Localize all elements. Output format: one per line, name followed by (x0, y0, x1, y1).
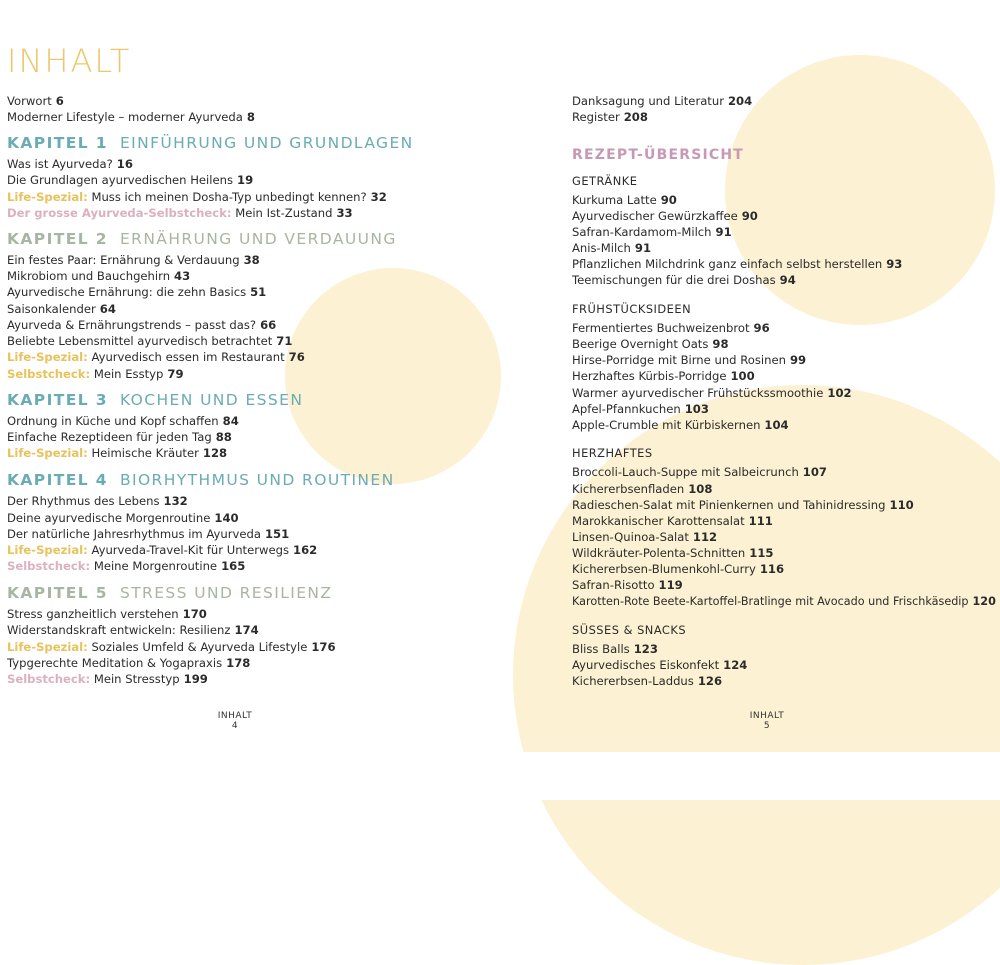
entry-page: 99 (789, 353, 807, 367)
chapter-title: EINFÜHRUNG UND GRUNDLAGEN (119, 134, 414, 152)
recipe-entry[interactable] (572, 562, 784, 576)
toc-entry[interactable] (7, 285, 266, 299)
entry-text: Stress ganzheitlich verstehen (7, 607, 179, 621)
recipe-entry[interactable] (572, 578, 683, 592)
recipe-entry[interactable] (572, 658, 747, 672)
entry-text: Radieschen-Salat mit Pinienkernen und Tahinidressing (572, 498, 886, 512)
entry-page: 165 (221, 559, 246, 573)
selbstcheck-label: Selbstcheck: (7, 672, 91, 686)
entry-page: 132 (163, 494, 188, 508)
entry-page: 90 (660, 193, 677, 207)
page-number: 4 (231, 721, 239, 731)
entry-text: Was ist Ayurveda? (7, 157, 113, 171)
entry-page: 76 (288, 350, 305, 364)
recipe-entry[interactable] (572, 386, 852, 400)
toc-entry[interactable] (7, 607, 207, 621)
decorative-circle-left (285, 268, 501, 484)
entry-page: 66 (260, 318, 277, 332)
recipe-entry[interactable] (572, 546, 773, 560)
entry-text: Ayurveda-Travel-Kit für Unterwegs (91, 543, 290, 557)
toc-entry[interactable] (7, 190, 387, 204)
entry-page: 8 (246, 110, 255, 124)
entry-text: Heimische Kräuter (91, 446, 199, 460)
page-title: INHALT (7, 42, 132, 80)
entry-text: Ordnung in Küche und Kopf schaffen (7, 414, 219, 428)
section-heading: GETRÄNKE (572, 174, 638, 188)
entry-page: 178 (226, 656, 251, 670)
entry-page: 102 (827, 386, 852, 400)
recipe-entry[interactable] (572, 353, 806, 367)
entry-page: 170 (182, 607, 207, 621)
chapter-number: KAPITEL 5 (7, 584, 108, 602)
footer-label: INHALT (217, 711, 253, 721)
chapter-heading[interactable] (7, 391, 303, 409)
chapter-number: KAPITEL 4 (7, 471, 108, 489)
recipe-entry[interactable] (572, 209, 758, 223)
toc-entry[interactable] (572, 110, 648, 124)
entry-text: Register (572, 110, 620, 124)
entry-text: Vorwort (7, 94, 52, 108)
toc-entry[interactable] (7, 430, 232, 444)
life-spezial-label: Life-Spezial: (7, 640, 88, 654)
entry-page: 124 (723, 658, 748, 672)
life-spezial-label: Life-Spezial: (7, 543, 88, 557)
selbstcheck-label: Selbstcheck: (7, 559, 91, 573)
entry-text: Typgerechte Meditation & Yogapraxis (7, 656, 223, 670)
entry-page: 104 (764, 418, 789, 432)
entry-text: Kurkuma Latte (572, 193, 657, 207)
entry-text: Der natürliche Jahresrhythmus im Ayurveda (7, 527, 261, 541)
entry-text: Mein Ist-Zustand (235, 206, 333, 220)
recipe-entry[interactable] (572, 321, 770, 335)
section-heading: FRÜHSTÜCKSIDEEN (572, 302, 692, 316)
toc-entry[interactable] (7, 206, 353, 220)
entry-text: Pflanzlichen Milchdrink ganz einfach selbst herstellen (572, 257, 883, 271)
entry-page: 91 (634, 241, 652, 255)
toc-entry[interactable] (572, 94, 752, 108)
page-bottom-margin (0, 752, 1000, 800)
entry-text: Karotten-Rote Beete-Kartoffel-Bratlinge mit Avocado und Frischkäsedip (572, 595, 969, 608)
recipe-entry[interactable] (572, 193, 677, 207)
entry-text: Einfache Rezeptideen für jeden Tag (7, 430, 212, 444)
entry-text: Marokkanischer Karottensalat (572, 514, 745, 528)
entry-text: Broccoli-Lauch-Suppe mit Salbeicrunch (572, 465, 799, 479)
entry-text: Bliss Balls (572, 642, 630, 656)
chapter-number: KAPITEL 3 (7, 391, 108, 409)
entry-page: 98 (712, 337, 729, 351)
toc-entry[interactable] (7, 367, 184, 381)
entry-page: 91 (715, 225, 732, 239)
entry-page: 108 (688, 482, 713, 496)
recipe-entry[interactable] (572, 369, 755, 383)
entry-page: 140 (214, 511, 239, 525)
entry-text: Deine ayurvedische Morgenroutine (7, 511, 211, 525)
entry-page: 110 (889, 498, 914, 512)
entry-text: Ayurvedisch essen im Restaurant (91, 350, 285, 364)
footer-label: INHALT (749, 711, 785, 721)
entry-page: 115 (749, 546, 774, 560)
entry-page: 120 (972, 595, 996, 608)
entry-page: 88 (215, 430, 232, 444)
chapter-number: KAPITEL 1 (7, 134, 108, 152)
entry-text: Beerige Overnight Oats (572, 337, 709, 351)
entry-page: 33 (336, 206, 353, 220)
toc-entry[interactable] (7, 302, 116, 316)
entry-text: Kichererbsen-Laddus (572, 674, 694, 688)
section-heading: SÜSSES & SNACKS (572, 623, 687, 637)
section-heading: HERZHAFTES (572, 446, 653, 460)
recipe-entry[interactable] (572, 241, 651, 255)
chapter-title: KOCHEN UND ESSEN (119, 391, 304, 409)
chapter-heading[interactable] (7, 134, 414, 152)
entry-page: 126 (697, 674, 723, 688)
entry-page: 19 (237, 173, 254, 187)
entry-page: 151 (264, 527, 290, 541)
entry-page: 79 (167, 367, 184, 381)
footer-right (737, 711, 797, 731)
entry-page: 204 (727, 94, 753, 108)
chapter-heading[interactable] (7, 584, 332, 602)
entry-text: Mikrobiom und Bauchgehirn (7, 269, 171, 283)
entry-page: 38 (243, 253, 260, 267)
entry-text: Safran-Kardamom-Milch (572, 225, 712, 239)
toc-entry[interactable] (7, 640, 336, 654)
toc-entry[interactable] (7, 559, 245, 573)
toc-entry[interactable] (7, 350, 305, 364)
entry-text: Moderner Lifestyle – moderner Ayurveda (7, 110, 243, 124)
entry-page: 90 (741, 209, 758, 223)
entry-page: 128 (202, 446, 228, 460)
recipe-entry[interactable] (572, 498, 914, 512)
recipe-entry[interactable] (572, 257, 902, 271)
entry-page: 94 (779, 273, 796, 287)
entry-page: 71 (276, 334, 293, 348)
selbstcheck-label: Der grosse Ayurveda-Selbstcheck: (7, 206, 232, 220)
entry-page: 84 (222, 414, 239, 428)
entry-text: Warmer ayurvedischer Frühstückssmoothie (572, 386, 824, 400)
entry-text: Kichererbsenfladen (572, 482, 685, 496)
entry-text: Linsen-Quinoa-Salat (572, 530, 689, 544)
entry-page: 116 (759, 562, 785, 576)
toc-entry[interactable] (7, 672, 208, 686)
toc-entry[interactable] (7, 253, 260, 267)
recipe-entry[interactable] (572, 482, 712, 496)
entry-text: Meine Morgenroutine (93, 559, 218, 573)
entry-text: Anis-Milch (572, 241, 631, 255)
entry-text: Fermentiertes Buchweizenbrot (572, 321, 750, 335)
entry-text: Safran-Risotto (572, 578, 655, 592)
entry-text: Kichererbsen-Blumenkohl-Curry (572, 562, 756, 576)
entry-text: Ayurvedischer Gewürzkaffee (572, 209, 738, 223)
chapter-title: STRESS UND RESILIENZ (119, 584, 333, 602)
entry-page: 176 (311, 640, 336, 654)
recipe-entry[interactable] (572, 418, 789, 432)
entry-page: 103 (684, 402, 709, 416)
toc-entry[interactable] (7, 94, 64, 108)
entry-text: Saisonkalender (7, 302, 96, 316)
toc-entry[interactable] (7, 543, 317, 557)
entry-page: 107 (802, 465, 827, 479)
entry-page: 96 (753, 321, 770, 335)
chapter-number: KAPITEL 2 (7, 230, 108, 248)
entry-page: 123 (633, 642, 658, 656)
recipe-entry[interactable] (572, 402, 709, 416)
toc-entry[interactable] (7, 173, 253, 187)
toc-entry[interactable] (7, 511, 239, 525)
entry-text: Widerstandskraft entwickeln: Resilienz (7, 623, 231, 637)
recipe-overview-title: REZEPT-ÜBERSICHT (572, 147, 745, 163)
entry-page: 162 (293, 543, 318, 557)
entry-text: Ayurvedisches Eiskonfekt (572, 658, 720, 672)
chapter-heading[interactable] (7, 230, 397, 248)
entry-page: 174 (234, 623, 259, 637)
chapter-title: ERNÄHRUNG UND VERDAUUNG (119, 230, 397, 248)
recipe-entry[interactable] (572, 337, 729, 351)
entry-text: Ein festes Paar: Ernährung & Verdauung (7, 253, 240, 267)
toc-entry[interactable] (7, 623, 259, 637)
entry-text: Apfel-Pfannkuchen (572, 402, 681, 416)
entry-text: Soziales Umfeld & Ayurveda Lifestyle (91, 640, 308, 654)
entry-page: 6 (55, 94, 64, 108)
chapter-title: BIORHYTHMUS UND ROUTINEN (119, 471, 395, 489)
page-number: 5 (763, 721, 771, 731)
life-spezial-label: Life-Spezial: (7, 446, 88, 460)
entry-text: Ayurvedische Ernährung: die zehn Basics (7, 285, 247, 299)
entry-text: Muss ich meinen Dosha-Typ unbedingt kennen? (91, 190, 367, 204)
recipe-entry[interactable] (572, 642, 658, 656)
entry-page: 112 (692, 530, 718, 544)
chapter-heading[interactable] (7, 471, 395, 489)
entry-page: 111 (748, 514, 773, 528)
entry-text: Mein Esstyp (93, 367, 164, 381)
toc-entry[interactable] (7, 446, 227, 460)
entry-page: 51 (250, 285, 267, 299)
recipe-entry[interactable] (572, 530, 717, 544)
toc-entry[interactable] (7, 157, 133, 171)
entry-page: 16 (116, 157, 133, 171)
toc-entry[interactable] (7, 318, 276, 332)
entry-page: 64 (99, 302, 116, 316)
toc-entry[interactable] (7, 527, 289, 541)
entry-text: Herzhaftes Kürbis-Porridge (572, 369, 727, 383)
entry-text: Der Rhythmus des Lebens (7, 494, 160, 508)
footer-left (205, 711, 265, 731)
entry-text: Mein Stresstyp (93, 672, 180, 686)
entry-page: 119 (658, 578, 683, 592)
life-spezial-label: Life-Spezial: (7, 190, 88, 204)
toc-entry[interactable] (7, 414, 239, 428)
recipe-entry[interactable] (572, 465, 827, 479)
entry-page: 93 (886, 257, 903, 271)
toc-entry[interactable] (7, 110, 255, 124)
entry-page: 199 (183, 672, 208, 686)
toc-entry[interactable] (7, 334, 292, 348)
toc-entry[interactable] (7, 656, 250, 670)
recipe-entry[interactable] (572, 273, 796, 287)
entry-page: 100 (730, 369, 755, 383)
toc-entry[interactable] (7, 269, 190, 283)
toc-entry[interactable] (7, 494, 188, 508)
entry-text: Beliebte Lebensmittel ayurvedisch betrachtet (7, 334, 273, 348)
entry-text: Wildkräuter-Polenta-Schnitten (572, 546, 746, 560)
recipe-entry[interactable] (572, 225, 732, 239)
life-spezial-label: Life-Spezial: (7, 350, 88, 364)
entry-text: Ayurveda & Ernährungstrends – passt das? (7, 318, 257, 332)
entry-page: 32 (370, 190, 387, 204)
entry-text: Die Grundlagen ayurvedischen Heilens (7, 173, 234, 187)
recipe-entry[interactable] (572, 514, 773, 528)
entry-text: Danksagung und Literatur (572, 94, 724, 108)
entry-text: Apple-Crumble mit Kürbiskernen (572, 418, 761, 432)
selbstcheck-label: Selbstcheck: (7, 367, 91, 381)
recipe-entry[interactable] (572, 595, 996, 609)
entry-text: Hirse-Porridge mit Birne und Rosinen (572, 353, 786, 367)
entry-page: 43 (174, 269, 191, 283)
entry-page: 208 (623, 110, 648, 124)
recipe-entry[interactable] (572, 674, 722, 688)
entry-text: Teemischungen für die drei Doshas (572, 273, 776, 287)
